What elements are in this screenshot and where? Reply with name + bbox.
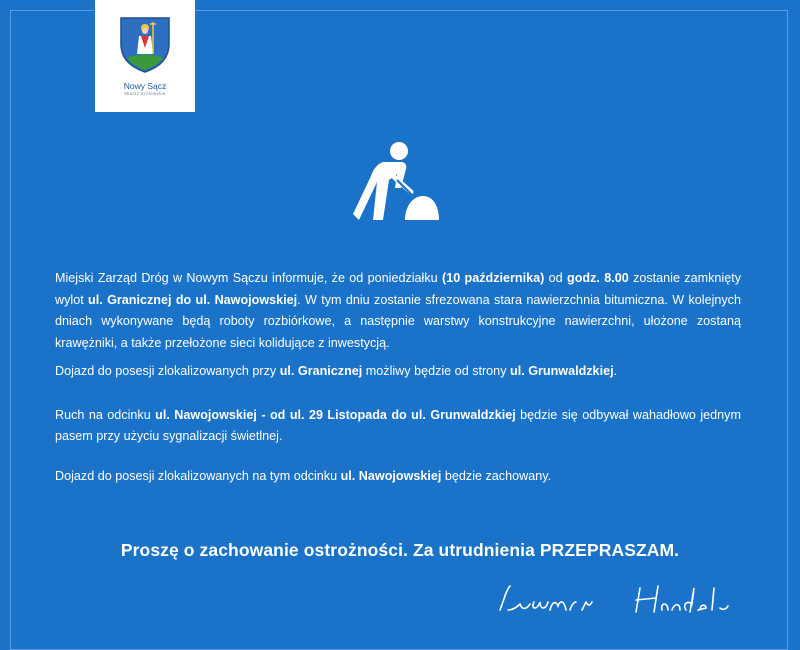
date-highlight: (10 października) bbox=[442, 271, 545, 285]
logo-subtitle: Miasto Królewskie bbox=[124, 91, 166, 96]
paragraph-access-nawojowska: Dojazd do posesji zlokalizowanych na tym odcinku ul. Nawojowskiej będzie zachowany. bbox=[55, 468, 552, 483]
logo-city-name: Nowy Sącz bbox=[123, 81, 167, 91]
paragraph-access-graniczna: Dojazd do posesji zlokalizowanych przy ul. Granicznej możliwy będzie od strony ul. Grunwaldzkiej. bbox=[55, 364, 618, 378]
city-logo bbox=[95, 0, 195, 112]
closing-statement: Proszę o zachowanie ostrożności. Za utrudnienia PRZEPRASZAM. bbox=[120, 540, 680, 560]
road-worker-shovel-icon bbox=[353, 140, 439, 222]
street-highlight: ul. Granicznej do ul. Nawojowskiej bbox=[88, 292, 298, 307]
paragraph-traffic: Ruch na odcinku ul. Nawojowskiej - od ul. 29 Listopada do ul. Grunwaldzkiej będzie się odbywał wahadłowo jednym pasem przy użyciu sygnalizacji świetlnej. bbox=[55, 407, 741, 443]
paragraph-closure: Miejski Zarząd Dróg w Nowym Sączu informuje, że od poniedziałku (10 października) od godz. 8.00 zostanie zamknięty wylot ul. Granicznej do ul. Nawojowskiej. W tym dniu zostanie sfrezowana stara nawierzchnia bitumiczna. W kolejnych dniach wykonywane będą roboty rozbiórkowe, a następnie warstwy konstrukcyjne nawierzchni, ułożone zostaną krawężniki, a także przełożone sieci kolidujące z inwestycją. bbox=[55, 271, 741, 350]
announcement-body bbox=[55, 268, 741, 487]
signature bbox=[490, 580, 740, 620]
nowy-sacz-crest-icon bbox=[117, 14, 173, 74]
time-highlight: godz. 8.00 bbox=[567, 271, 629, 285]
